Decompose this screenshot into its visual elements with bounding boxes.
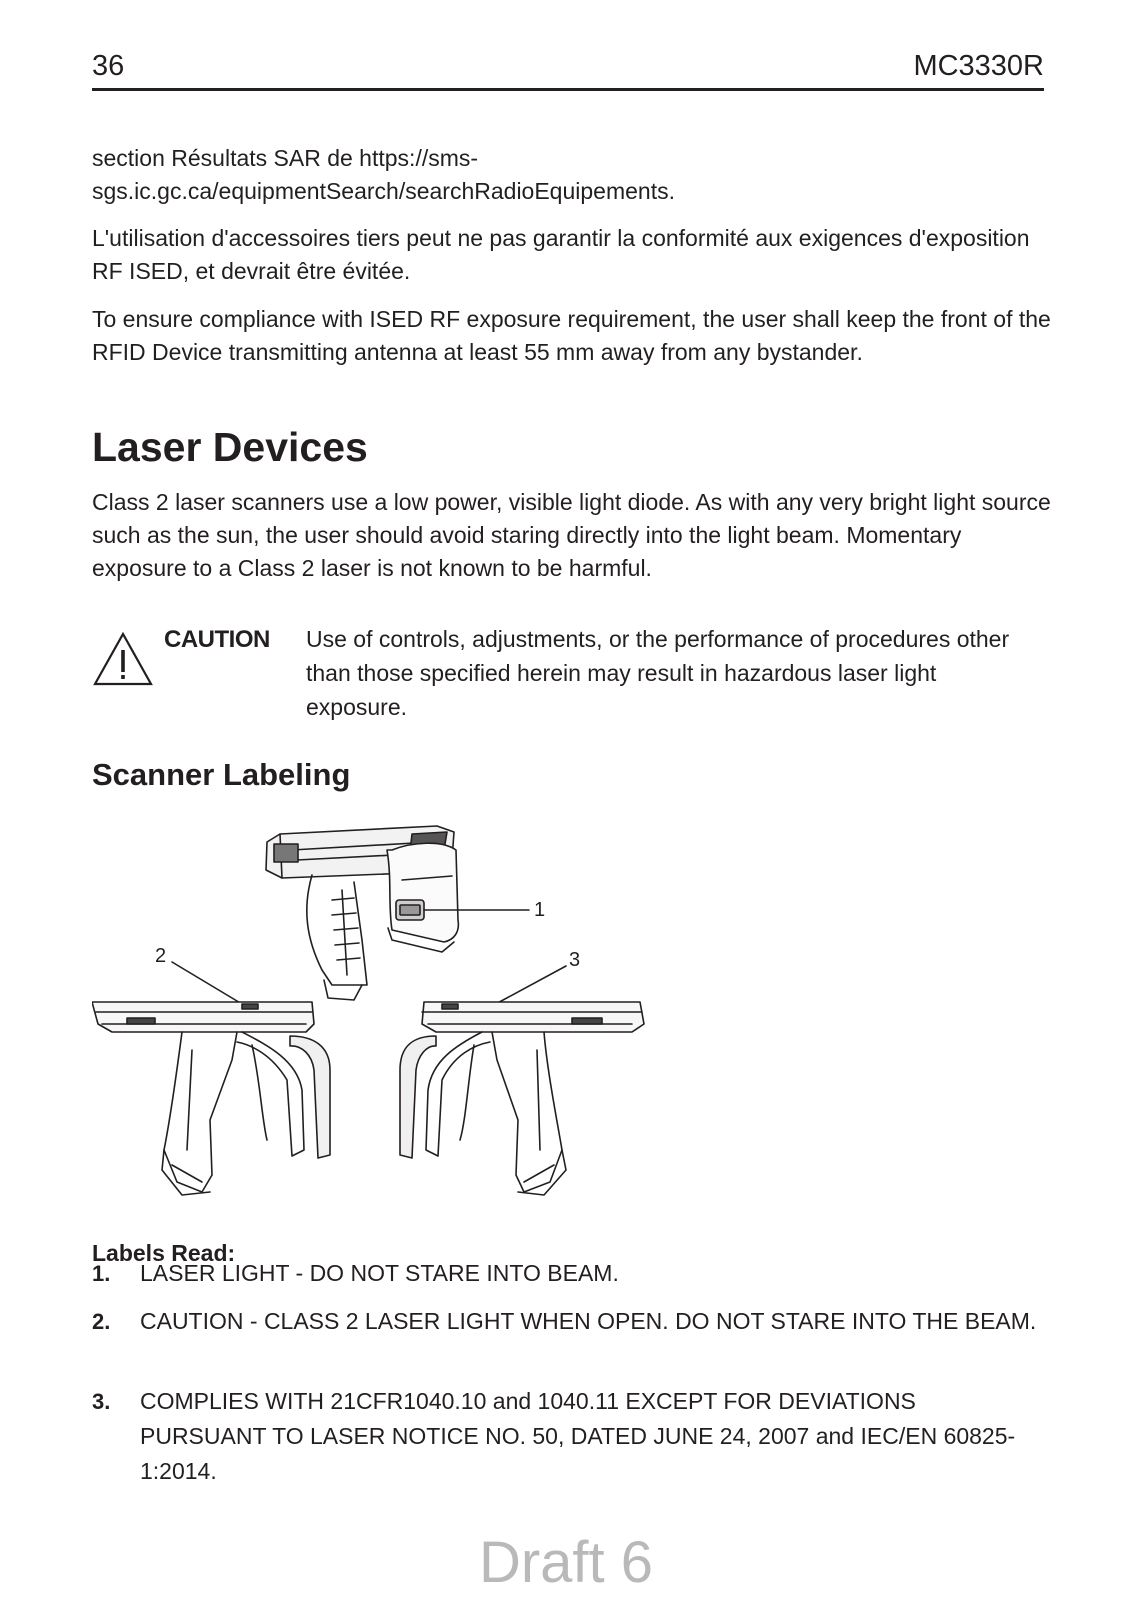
label-text: CAUTION - CLASS 2 LASER LIGHT WHEN OPEN. DO NOT STARE INTO THE BEAM. [140, 1308, 1037, 1334]
draft-watermark: Draft 6 [478, 1530, 654, 1595]
laser-devices-paragraph: Class 2 laser scanners use a low power, visible light diode. As with any very bright light source such as the sun, the user should avoid staring directly into the light beam. Momentary exposure to a Class 2 laser is not known to be harmful. [92, 489, 1051, 581]
caution-label: CAUTION [164, 626, 270, 653]
page-header [92, 50, 1044, 91]
device-right-side-view [400, 1002, 644, 1195]
device-rear-view [266, 826, 529, 1000]
scanner-labeling-heading: Scanner Labeling [92, 757, 351, 792]
label-number: 3. [92, 1389, 111, 1414]
label-number: 1. [92, 1261, 111, 1286]
label-text: COMPLIES WITH 21CFR1040.10 and 1040.11 EXCEPT FOR DEVIATIONS PURSUANT TO LASER NOTICE NO. 50, DATED JUNE 24, 2007 and IEC/EN 60825-1:2014. [140, 1388, 1016, 1484]
accessories-paragraph: L'utilisation d'accessoires tiers peut ne pas garantir la conformité aux exigences d'exposition RF ISED, et devrait être évitée. [92, 225, 1030, 284]
figure-callout-2: 2 [155, 945, 167, 967]
rf-exposure-paragraph: To ensure compliance with ISED RF exposure requirement, the user shall keep the front of the RFID Device transmitting antenna at least 55 mm away from any bystander. [92, 306, 1051, 365]
figure-callout-3: 3 [569, 949, 581, 971]
scanner-label-figure [92, 820, 672, 1215]
device-left-side-view [92, 1002, 330, 1195]
page-number: 36 [92, 50, 125, 82]
laser-devices-heading: Laser Devices [92, 424, 368, 470]
sar-results-paragraph: section Résultats SAR de https://sms-sgs.ic.gc.ca/equipmentSearch/searchRadioEquipements. [92, 145, 675, 204]
label-number: 2. [92, 1309, 111, 1334]
caution-warning-icon [92, 630, 154, 688]
labels-read-heading: Labels Read: [92, 1240, 236, 1266]
caution-text: Use of controls, adjustments, or the performance of procedures other than those specified herein may result in hazardous laser light exposure. [306, 626, 1010, 720]
document-title: MC3330R [913, 50, 1044, 82]
figure-callout-1: 1 [534, 899, 546, 921]
label-text: LASER LIGHT - DO NOT STARE INTO BEAM. [140, 1260, 619, 1286]
